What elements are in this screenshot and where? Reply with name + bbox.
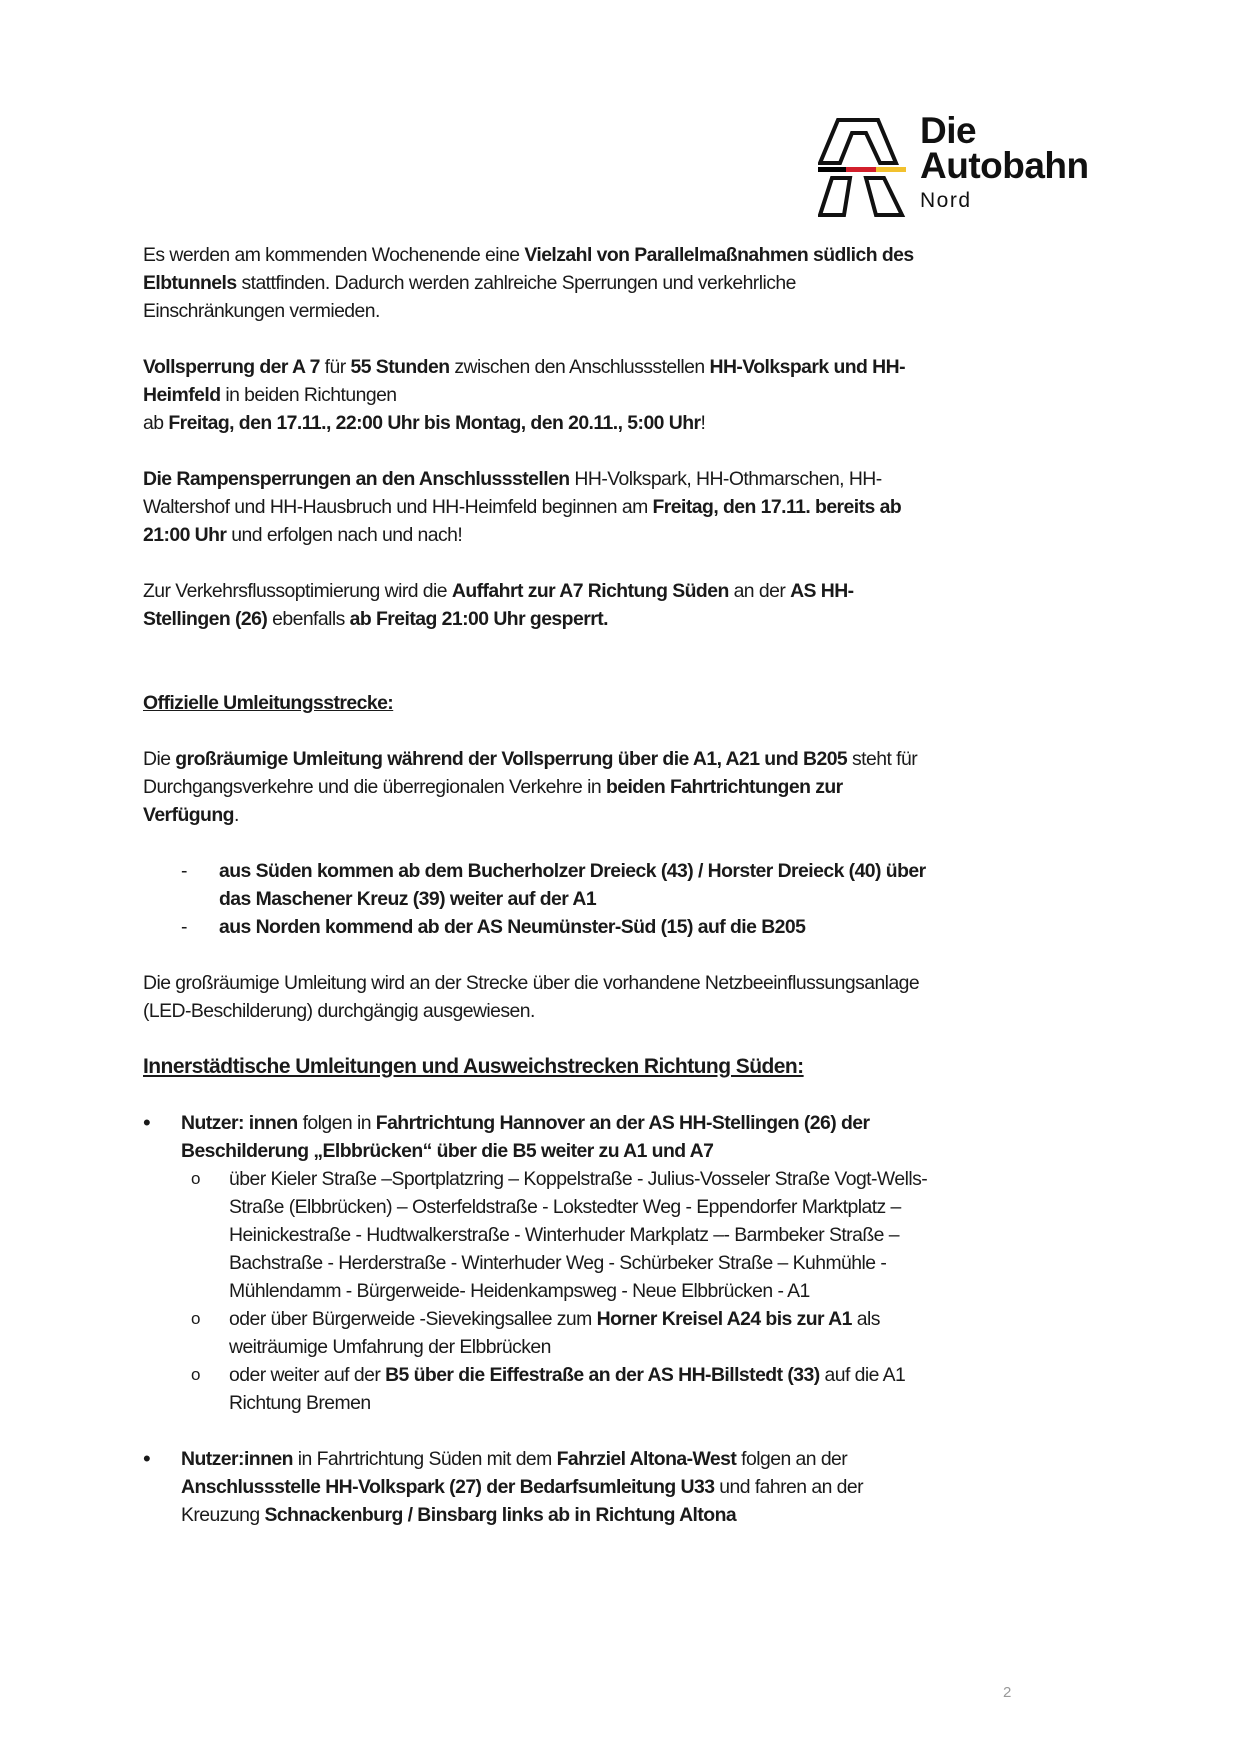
logo-line-nord: Nord [920, 189, 972, 212]
text: ebenfalls [267, 608, 350, 630]
text: an der [728, 580, 791, 602]
bold-text: Nutzer: innen [181, 1112, 298, 1134]
official-detour-list [143, 857, 933, 941]
official-detour-heading: Offizielle Umleitungsstrecke: [143, 692, 394, 714]
bold-text: Nutzer:innen [181, 1448, 293, 1470]
text: ! [700, 412, 706, 434]
text: für [319, 356, 351, 378]
text: Die [143, 748, 176, 770]
list-item [143, 1445, 933, 1529]
bold-text: großräumige Umleitung während der Vollsperrung über die A1, A21 und B205 [175, 748, 848, 770]
sub-list-item [189, 1361, 933, 1417]
text: ab [143, 412, 169, 434]
inner-city-detours-list [143, 1109, 933, 1529]
text: auf die A1 Richtung Bremen [229, 1364, 906, 1414]
logo-road-right [866, 178, 902, 215]
text: als weiträumige Umfahrung der Elbbrücken [229, 1308, 880, 1358]
bold-text: Horner Kreisel A24 bis zur A1 [596, 1308, 852, 1330]
text: Es werden am kommenden Wochenende eine [143, 244, 525, 266]
autobahn-nord-logo [818, 110, 1089, 223]
document-body [143, 241, 933, 1529]
logo-road-left [820, 178, 850, 215]
text: folgen in [297, 1112, 376, 1134]
led-signage-paragraph: Die großräumige Umleitung wird an der Strecke über die vorhandene Netzbeeinflussungsanlage (LED-Beschilderung) durchgängig ausgewiesen. [143, 972, 920, 1022]
bold-text: Die Rampensperrungen an den Anschlussstellen [143, 468, 570, 490]
bold-text: Anschlussstelle HH-Volkspark (27) der Bedarfsumleitung U33 [181, 1476, 715, 1498]
intro-paragraph [143, 241, 933, 325]
ramps-paragraph [143, 465, 933, 549]
bold-text: Vielzahl von Parallelmaßnahmen südlich des Elbtunnels [143, 244, 914, 294]
logo-text [920, 112, 1089, 211]
inner-city-detours-heading: Innerstädtische Umleitungen und Ausweichstrecken Richtung Süden: [143, 1055, 804, 1078]
bold-text: AS HH-Stellingen (26) [143, 580, 854, 630]
text: HH-Volkspark, HH-Othmarschen, HH-Waltershof und HH-Hausbruch und HH-Heimfeld beginnen am [143, 468, 882, 518]
list-item: - aus Norden kommend ab der AS Neumünster-Süd (15) auf die B205 [181, 913, 933, 941]
bold-text: Schnackenburg / Binsbarg links ab in Richtung Altona [264, 1504, 737, 1526]
text: . [233, 804, 239, 826]
logo-line-die: Die [920, 110, 977, 151]
text: stattfinden. Dadurch werden zahlreiche Sperrungen und verkehrliche Einschränkungen vermieden. [143, 272, 796, 322]
text: steht für Durchgangsverkehre und die überregionalen Verkehre in [143, 748, 918, 798]
text: in Fahrtrichtung Süden mit dem [292, 1448, 557, 1470]
logo-stripe-gold [876, 167, 906, 172]
bold-text: ab Freitag 21:00 Uhr gesperrt. [349, 608, 608, 630]
road-logo-icon [818, 118, 913, 218]
bold-text: Freitag, den 17.11., 22:00 Uhr bis Montag, den 20.11., 5:00 Uhr [168, 412, 701, 434]
flow-paragraph [143, 577, 933, 633]
bold-text: HH-Volkspark und HH-Heimfeld [143, 356, 905, 406]
closure-paragraph [143, 353, 933, 437]
page-number: 2 [1003, 1684, 1012, 1701]
bold-text: Auffahrt zur A7 Richtung Süden [451, 580, 729, 602]
text: in beiden Richtungen [220, 384, 397, 406]
text: und erfolgen nach und nach! [226, 524, 463, 546]
list-item: - aus Süden kommen ab dem Bucherholzer Dreieck (43) / Horster Dreieck (40) über das Maschener Kreuz (39) weiter auf der A1 [181, 857, 933, 913]
text: und fahren an der Kreuzung [181, 1476, 864, 1526]
sub-list-item [189, 1305, 933, 1361]
bold-text: Fahrziel Altona-West [556, 1448, 737, 1470]
bold-text: 55 Stunden [350, 356, 450, 378]
bold-text: Freitag, den 17.11. bereits ab 21:00 Uhr [143, 496, 902, 546]
text: zwischen den Anschlussstellen [449, 356, 710, 378]
sub-list-item: o über Kieler Straße –Sportplatzring – Koppelstraße - Julius-Vosseler Straße Vogt-Wells-Straße (Elbbrücken) – Osterfeldstraße - Lokstedter Weg - Eppendorfer Marktplatz – Heinickestraße - Hudtwalkerstraße - Winterhuder Markplatz –- Barmbeker Straße – Bachstraße - Herderstraße - Winterhuder Weg - Schürbeker Straße – Kuhmühle - Mühlendamm - Bürgerweide- Heidenkampsweg - Neue Elbbrücken - A1 [189, 1165, 933, 1305]
logo-line-autobahn: Autobahn [920, 145, 1089, 186]
bold-text: B5 über die Eiffestraße an der AS HH-Billstedt (33) [385, 1364, 820, 1386]
text: oder über Bürgerweide -Sievekingsallee zum [229, 1308, 597, 1330]
logo-stripe-red [846, 167, 876, 172]
bold-text: Fahrtrichtung Hannover an der AS HH-Stellingen (26) der Beschilderung „Elbbrücken“ über die B5 weiter zu A1 und A7 [181, 1112, 870, 1162]
bold-text: Vollsperrung der A 7 [143, 356, 320, 378]
bold-text: beiden Fahrtrichtungen zur Verfügung [143, 776, 843, 826]
official-detour-paragraph [143, 745, 933, 829]
sub-route-list [181, 1165, 933, 1417]
text: oder weiter auf der [229, 1364, 386, 1386]
logo-road-top [820, 120, 896, 163]
list-item [143, 1109, 933, 1417]
logo-stripe-black [818, 167, 846, 172]
text: folgen an der [736, 1448, 848, 1470]
text: Zur Verkehrsflussoptimierung wird die [143, 580, 452, 602]
